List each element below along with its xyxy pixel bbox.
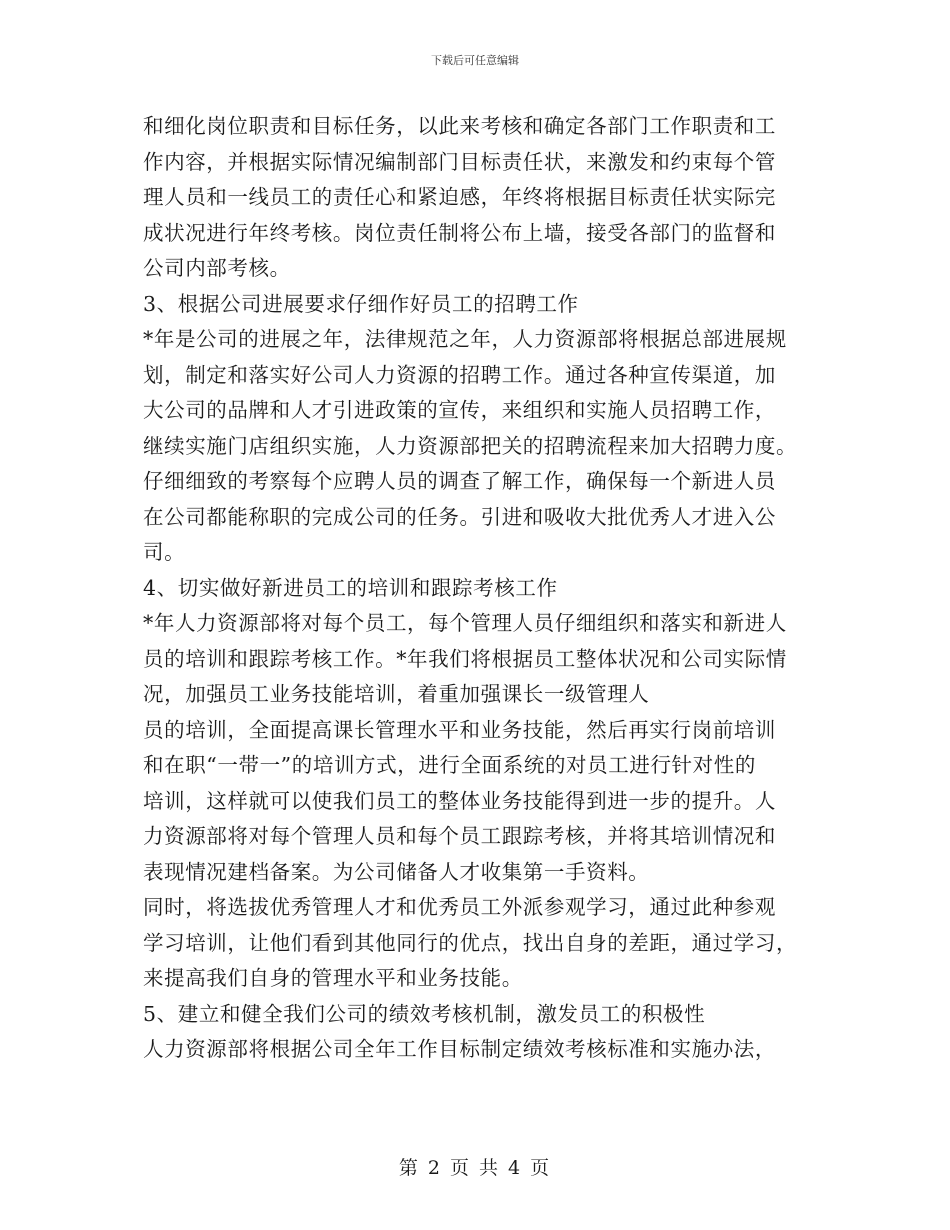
section-heading-5: 5、建立和健全我们公司的绩效考核机制，激发员工的积极性 <box>143 1001 706 1026</box>
text-line: 作内容，并根据实际情况编制部门目标责任状，来激发和约束每个管 <box>143 149 776 174</box>
text-line: 员的培训，全面提高课长管理水平和业务技能，然后再实行岗前培训 <box>143 717 776 742</box>
text-line: 人力资源部将根据公司全年工作目标制定绩效考核标准和实施办法， <box>143 1037 776 1061</box>
text-line: 司。 <box>143 540 186 564</box>
text-line: 继续实施门店组织实施，人力资源部把关的招聘流程来加大招聘力度。 <box>143 433 798 458</box>
text-line: 和细化岗位职责和目标任务，以此来考核和确定各部门工作职责和工 <box>143 114 776 138</box>
text-line: 和在职“一带一”的培训方式，进行全面系统的对员工进行针对性的 <box>143 753 756 777</box>
page-header: 下载后可任意编辑 <box>431 54 519 67</box>
text-line: 划，制定和落实好公司人力资源的招聘工作。通过各种宣传渠道，加 <box>143 362 776 387</box>
text-line: 在公司都能称职的完成公司的任务。引进和吸收大批优秀人才进入公 <box>143 504 776 529</box>
page-footer: 第 2 页 共 4 页 <box>398 1157 552 1179</box>
text-line: 来提高我们自身的管理水平和业务技能。 <box>143 966 523 990</box>
section-heading-4: 4、切实做好新进员工的培训和跟踪考核工作 <box>143 575 558 600</box>
document-body <box>143 109 813 1068</box>
text-line: 公司内部考核。 <box>143 256 291 280</box>
text-line: 学习培训，让他们看到其他同行的优点，找出自身的差距，通过学习， <box>143 930 798 955</box>
text-line: 理人员和一线员工的责任心和紧迫感，年终将根据目标责任状实际完 <box>143 185 776 209</box>
text-line: *年是公司的进展之年，法律规范之年，人力资源部将根据总部进展规 <box>143 327 787 351</box>
text-line: 大公司的品牌和人才引进政策的宣传，来组织和实施人员招聘工作， <box>143 398 776 422</box>
text-line: 培训，这样就可以使我们员工的整体业务技能得到进一步的提升。人 <box>143 788 776 813</box>
section-heading-3: 3、根据公司进展要求仔细作好员工的招聘工作 <box>143 291 579 316</box>
text-line: 同时，将选拔优秀管理人才和优秀员工外派参观学习，通过此种参观 <box>143 895 776 919</box>
text-line: 成状况进行年终考核。岗位责任制将公布上墙，接受各部门的监督和 <box>143 220 776 245</box>
text-line: 员的培训和跟踪考核工作。*年我们将根据员工整体状况和公司实际情 <box>143 646 787 671</box>
text-line: *年人力资源部将对每个员工，每个管理人员仔细组织和落实和新进人 <box>143 611 787 635</box>
text-line: 仔细细致的考察每个应聘人员的调查了解工作，确保每一个新进人员 <box>143 469 776 493</box>
text-line: 力资源部将对每个管理人员和每个员工跟踪考核，并将其培训情况和 <box>143 824 776 848</box>
text-line: 表现情况建档备案。为公司储备人才收集第一手资料。 <box>143 859 650 884</box>
text-line: 况，加强员工业务技能培训，着重加强课长一级管理人 <box>143 682 650 706</box>
